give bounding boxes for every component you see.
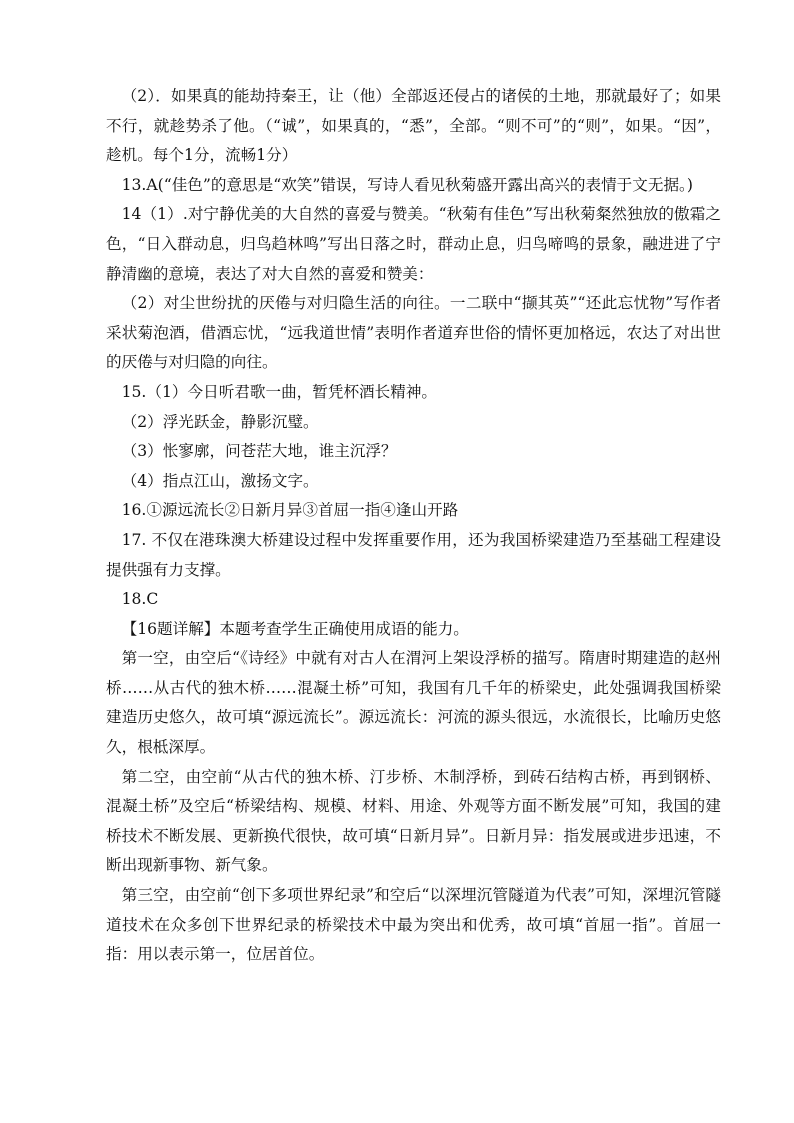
- answer-paragraph-15-1: 15.（1）今日听君歌一曲，暂凭杯酒长精神。: [121, 382, 438, 401]
- answer-paragraph-16: 16.①源远流长②日新月异③首屈一指④逢山开路: [121, 501, 459, 520]
- answer-paragraph-15-4: （4）指点江山，激扬文字。: [121, 471, 319, 490]
- answer-content: [106, 82, 721, 970]
- answer-paragraph-15-2: （2）浮光跃金，静影沉璧。: [121, 412, 319, 431]
- answer-paragraph-translation: （2）．如果真的能劫持秦王，让（他）全部返还侵占的诸侯的土地，那就最好了；如果不行，就趁势杀了他。（“诚”，如果真的，“悉”，全部。“则不可”的“则”，如果。“因”，趁机。每个1分，流畅1分）: [106, 87, 721, 165]
- answer-paragraph-15-3: （3）怅寥廓，问苍茫大地，谁主沉浮？: [121, 442, 397, 461]
- detail-heading-16: 【16题详解】本题考查学生正确使用成语的能力。: [121, 619, 469, 638]
- answer-paragraph-17: 17. 不仅在港珠澳大桥建设过程中发挥重要作用，还为我国桥梁建造乃至基础工程建设提供强有力支撑。: [106, 530, 721, 579]
- answer-paragraph-13: 13.A(“佳色”的意思是“欢笑”错误，写诗人看见秋菊盛开露出高兴的表情于文无据。): [121, 175, 693, 194]
- answer-paragraph-14-1: 14（1）.对宁静优美的大自然的喜爱与赞美。“秋菊有佳色”写出秋菊粲然独放的傲霜之色，“日入群动息，归鸟趋林鸣”写出日落之时，群动止息，归鸟啼鸣的景象，融进进了宁静清幽的意境，表达了对大自然的喜爱和赞美：: [106, 205, 721, 283]
- detail-paragraph-blank-3: 第三空，由空前“创下多项世界纪录”和空后“以深埋沉管隧道为代表”可知，深埋沉管隧道技术在众多创下世界纪录的桥梁技术中最为突出和优秀，故可填“首屈一指”。首屈一指：用以表示第一，位居首位。: [106, 886, 721, 964]
- detail-paragraph-blank-1: 第一空，由空后“《诗经》中就有对古人在渭河上架设浮桥的描写。隋唐时期建造的赵州桥……从古代的独木桥……混凝土桥”可知，我国有几千年的桥梁史，此处强调我国桥梁建造历史悠久，故可填“源远流长”。源远流长：河流的源头很远，水流很长，比喻历史悠久，根柢深厚。: [106, 649, 721, 757]
- answer-paragraph-18: 18.C: [121, 590, 159, 609]
- answer-paragraph-14-2: （2）对尘世纷扰的厌倦与对归隐生活的向往。一二联中“撷其英”“还此忘忧物”写作者采状菊泡酒，借酒忘忧，“远我道世情”表明作者道弃世俗的情怀更加格远，农达了对出世的厌倦与对归隐的向往。: [106, 294, 721, 372]
- detail-paragraph-blank-2: 第二空，由空前“从古代的独木桥、汀步桥、木制浮桥，到砖石结构古桥，再到钢桥、混凝土桥”及空后“桥梁结构、规模、材料、用途、外观等方面不断发展”可知，我国的建桥技术不断发展、更新换代很快，故可填“日新月异”。日新月异：指发展或进步迅速，不断出现新事物、新气象。: [106, 767, 721, 875]
